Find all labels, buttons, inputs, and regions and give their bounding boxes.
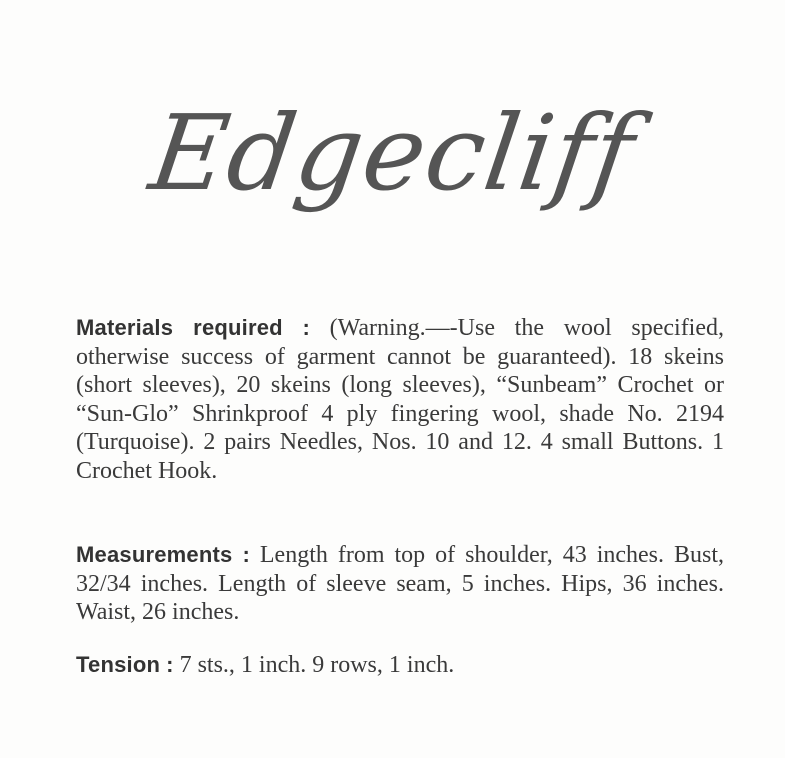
tension-text: 7 sts., 1 inch. 9 rows, 1 inch. [179, 652, 455, 678]
measurements-text: Length from top of shoulder, 43 inches. Bust, 32/34 inches. Length of sleeve seam, 5 inches. Hips, 36 inches. Waist, 26 inches. [76, 542, 725, 625]
tension-separator: : [166, 652, 180, 677]
measurements-heading: Measurements [76, 542, 233, 567]
tension-section [76, 651, 724, 680]
tension-heading: Tension [76, 652, 161, 677]
materials-section [76, 314, 724, 485]
measurements-section [76, 541, 724, 627]
materials-text: (Warning.—-Use the wool specified, otherwise success of garment cannot be guaranteed). 18 skeins (short sleeves), 20 skeins (long sleeves), “Sunbeam” Crochet or “Sun-Glo” Shrinkproof 4 ply fingering wool, shade No. 2194 (Turquoise). 2 pairs Needles, Nos. 10 and 12. 4 small Buttons. 1 Crochet Hook. [76, 315, 724, 484]
measurements-separator: : [242, 542, 260, 567]
pattern-title: Edgecliff [143, 92, 642, 214]
materials-heading: Materials required [76, 315, 283, 340]
materials-separator: : [302, 315, 330, 340]
